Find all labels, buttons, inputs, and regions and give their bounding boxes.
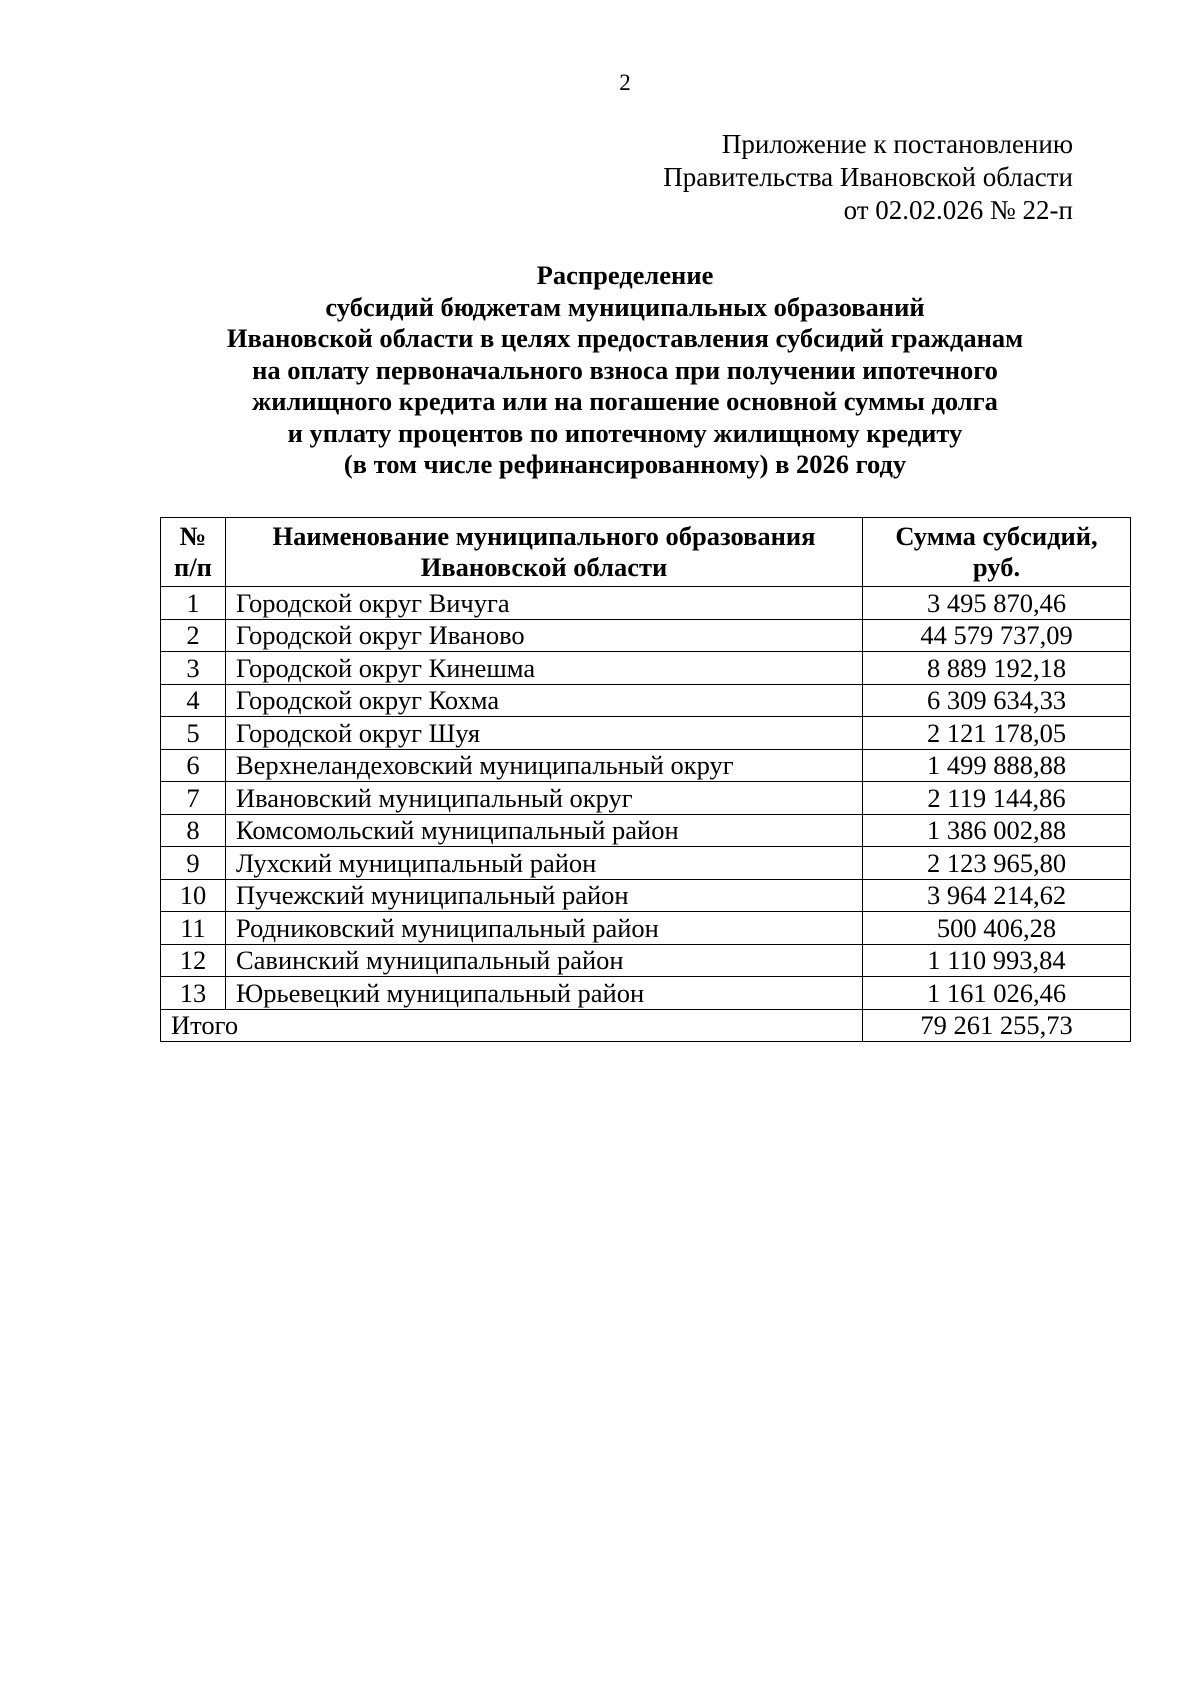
row-number: 10 <box>161 879 226 912</box>
row-number: 4 <box>161 684 226 717</box>
row-sum: 1 386 002,88 <box>863 814 1131 847</box>
table-header <box>161 518 1131 587</box>
table-row <box>161 782 1131 815</box>
row-name: Ивановский муниципальный округ <box>226 782 863 815</box>
table-body <box>161 587 1131 1042</box>
title-line: и уплату процентов по ипотечному жилищному кредиту <box>287 417 963 448</box>
row-number: 12 <box>161 944 226 977</box>
header-sum-line2: руб. <box>972 552 1021 582</box>
row-name: Городской округ Кохма <box>226 684 863 717</box>
table-row <box>161 587 1131 620</box>
page-number: 2 <box>619 70 631 95</box>
table-row <box>161 619 1131 652</box>
appendix-line: Правительства Ивановской области <box>663 162 1073 192</box>
row-number: 7 <box>161 782 226 815</box>
row-name: Городской округ Вичуга <box>226 587 863 620</box>
appendix-reference <box>663 128 1073 227</box>
appendix-line: от 02.02.026 № 22-п <box>843 195 1073 225</box>
row-name: Юрьевецкий муниципальный район <box>226 977 863 1010</box>
header-sum <box>863 518 1131 587</box>
table-row <box>161 814 1131 847</box>
row-name: Городской округ Шуя <box>226 717 863 750</box>
row-number: 2 <box>161 619 226 652</box>
row-name: Городской округ Кинешма <box>226 652 863 685</box>
subsidy-table <box>160 517 1131 1042</box>
row-number: 1 <box>161 587 226 620</box>
total-row <box>161 1009 1131 1042</box>
row-number: 13 <box>161 977 226 1010</box>
header-name <box>226 518 863 587</box>
table-row <box>161 944 1131 977</box>
row-number: 9 <box>161 847 226 880</box>
header-name-line2: Ивановской области <box>420 552 668 582</box>
row-name: Верхнеландеховский муниципальный округ <box>226 749 863 782</box>
row-number: 11 <box>161 912 226 945</box>
table-row <box>161 879 1131 912</box>
row-number: 5 <box>161 717 226 750</box>
row-number: 6 <box>161 749 226 782</box>
row-name: Савинский муниципальный район <box>226 944 863 977</box>
row-sum: 8 889 192,18 <box>863 652 1131 685</box>
row-name: Пучежский муниципальный район <box>226 879 863 912</box>
title-line: (в том числе рефинансированному) в 2026 году <box>343 449 907 479</box>
row-sum: 3 964 214,62 <box>863 879 1131 912</box>
total-label: Итого <box>161 1009 863 1042</box>
total-sum: 79 261 255,73 <box>863 1009 1131 1042</box>
document-title <box>140 260 1110 481</box>
row-sum: 6 309 634,33 <box>863 684 1131 717</box>
row-sum: 2 119 144,86 <box>863 782 1131 815</box>
title-line: субсидий бюджетам муниципальных образований <box>325 291 925 322</box>
appendix-line: Приложение к постановлению <box>721 129 1073 159</box>
row-name: Городской округ Иваново <box>226 619 863 652</box>
row-sum: 2 121 178,05 <box>863 717 1131 750</box>
row-sum: 1 161 026,46 <box>863 977 1131 1010</box>
title-line: жилищного кредита или на погашение основной суммы долга <box>252 386 998 416</box>
title-line: Ивановской области в целях предоставления субсидий гражданам <box>226 323 1024 353</box>
row-name: Родниковский муниципальный район <box>226 912 863 945</box>
table-row <box>161 684 1131 717</box>
table-row <box>161 749 1131 782</box>
header-row <box>161 518 1131 587</box>
table-row <box>161 717 1131 750</box>
table-row <box>161 977 1131 1010</box>
row-name: Лухский муниципальный район <box>226 847 863 880</box>
row-name: Комсомольский муниципальный район <box>226 814 863 847</box>
header-number-line1: № <box>179 521 207 551</box>
row-sum: 1 110 993,84 <box>863 944 1131 977</box>
row-sum: 500 406,28 <box>863 912 1131 945</box>
row-number: 8 <box>161 814 226 847</box>
table-row <box>161 912 1131 945</box>
title-line: Распределение <box>536 260 714 290</box>
header-name-line1: Наименование муниципального образования <box>272 521 816 551</box>
table-row <box>161 652 1131 685</box>
row-sum: 2 123 965,80 <box>863 847 1131 880</box>
header-number-line2: п/п <box>174 552 212 582</box>
row-sum: 44 579 737,09 <box>863 619 1131 652</box>
header-number <box>161 518 226 587</box>
row-sum: 1 499 888,88 <box>863 749 1131 782</box>
title-line: на оплату первоначального взноса при получении ипотечного <box>252 354 998 385</box>
row-number: 3 <box>161 652 226 685</box>
header-sum-line1: Сумма субсидий, <box>895 521 1098 551</box>
row-sum: 3 495 870,46 <box>863 587 1131 620</box>
table-row <box>161 847 1131 880</box>
